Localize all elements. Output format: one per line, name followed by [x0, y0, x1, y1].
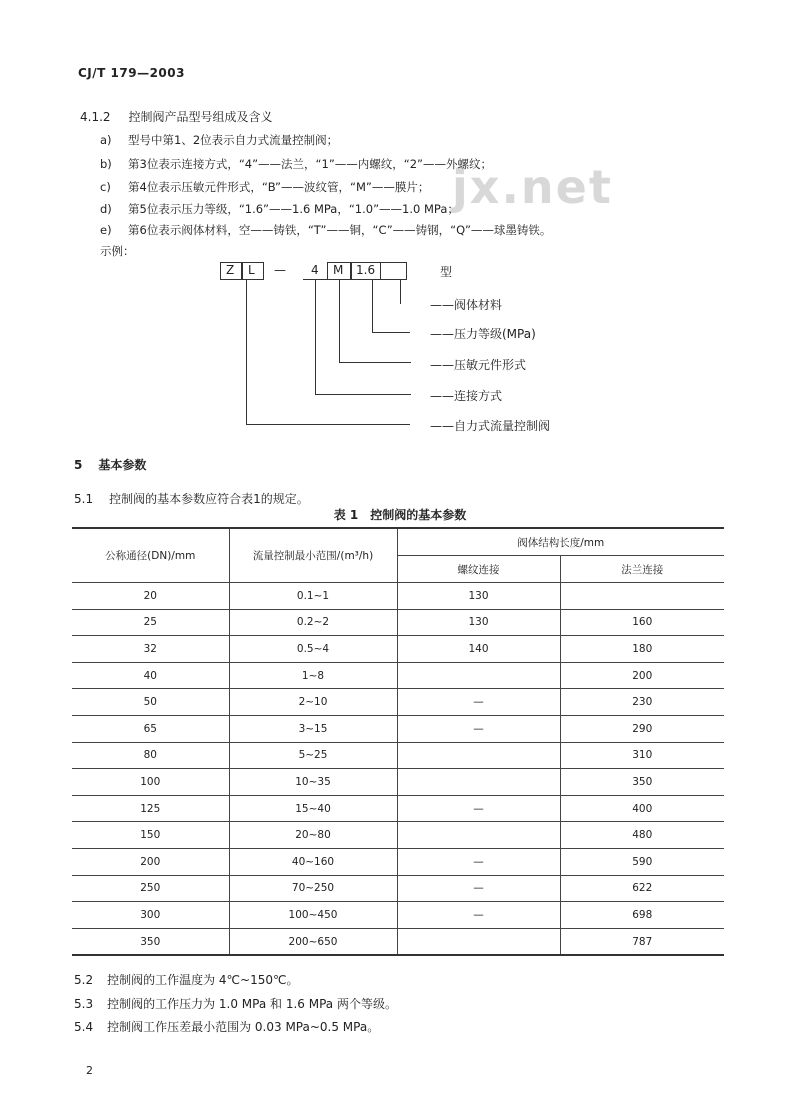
item-tag: b) [100, 157, 112, 171]
cell-thread [397, 822, 560, 849]
leader-line [372, 332, 410, 333]
cell-flow: 3~15 [229, 715, 397, 742]
table-row [72, 875, 724, 902]
cell-dn: 350 [72, 928, 229, 955]
cell-flange: 290 [560, 715, 724, 742]
code-box [381, 262, 407, 280]
table-row [72, 902, 724, 929]
table-row [72, 609, 724, 636]
cell-dn: 100 [72, 769, 229, 796]
diagram-label: ——自力式流量控制阀 [430, 419, 551, 433]
cell-dn: 65 [72, 715, 229, 742]
cell-thread [397, 742, 560, 769]
cell-thread: 130 [397, 583, 560, 610]
watermark: jx.net [452, 160, 613, 214]
header-flange: 法兰连接 [560, 556, 724, 583]
cell-flow: 0.5~4 [229, 636, 397, 663]
table-row [72, 822, 724, 849]
cell-flow: 100~450 [229, 902, 397, 929]
example-label: 示例： [100, 244, 135, 258]
paragraph-5-2 [74, 971, 298, 988]
cell-thread: — [397, 875, 560, 902]
cell-flow: 15~40 [229, 795, 397, 822]
cell-flow: 1~8 [229, 662, 397, 689]
cell-flow: 10~35 [229, 769, 397, 796]
code-char: — [274, 263, 286, 277]
cell-thread [397, 769, 560, 796]
cell-flow: 5~25 [229, 742, 397, 769]
header-flow: 流量控制最小范围/(m³/h) [229, 528, 397, 583]
cell-dn: 20 [72, 583, 229, 610]
section-number: 5 [74, 458, 83, 472]
cell-flow: 2~10 [229, 689, 397, 716]
leader-line [315, 394, 411, 395]
paragraph-number: 5.4 [74, 1020, 94, 1034]
cell-flange [560, 583, 724, 610]
paragraph-5-4 [74, 1018, 379, 1035]
table-row [72, 689, 724, 716]
item-text: 第6位表示阀体材料，空——铸铁，“T”——铜，“C”——铸钢，“Q”——球墨铸铁。 [128, 223, 552, 237]
item-tag: c) [100, 180, 111, 194]
cell-flow: 70~250 [229, 875, 397, 902]
item-text: 型号中第1、2位表示自力式流量控制阀； [128, 133, 339, 147]
cell-flange: 230 [560, 689, 724, 716]
cell-flow: 0.2~2 [229, 609, 397, 636]
list-item [100, 222, 551, 238]
diagram-label: ——压敏元件形式 [430, 358, 527, 372]
cell-thread: — [397, 689, 560, 716]
cell-dn: 200 [72, 848, 229, 875]
cell-dn: 80 [72, 742, 229, 769]
item-tag: a) [100, 133, 112, 147]
table-row [72, 848, 724, 875]
cell-flow: 0.1~1 [229, 583, 397, 610]
basic-parameters-table [72, 527, 724, 956]
item-text: 第4位表示压敏元件形式，“B”——波纹管，“M”——膜片； [128, 180, 430, 194]
leader-line [246, 424, 410, 425]
cell-flow: 40~160 [229, 848, 397, 875]
paragraph-number: 5.3 [74, 997, 94, 1011]
cell-thread [397, 662, 560, 689]
list-item [100, 132, 338, 148]
code-char: 4 [311, 263, 319, 277]
cell-dn: 25 [72, 609, 229, 636]
leader-line [339, 362, 411, 363]
section-title: 控制阀产品型号组成及含义 [128, 110, 273, 124]
cell-flange: 622 [560, 875, 724, 902]
cell-thread [397, 928, 560, 955]
table-title: 控制阀的基本参数 [370, 508, 467, 522]
cell-thread: — [397, 795, 560, 822]
code-char: 1.6 [356, 263, 376, 277]
table-row [72, 636, 724, 663]
section-5-heading [74, 456, 146, 473]
table-row [72, 662, 724, 689]
paragraph-text: 控制阀工作压差最小范围为 0.03 MPa~0.5 MPa。 [107, 1020, 380, 1034]
list-item [100, 156, 492, 172]
cell-dn: 300 [72, 902, 229, 929]
cell-flow: 200~650 [229, 928, 397, 955]
paragraph-number: 5.2 [74, 973, 94, 987]
cell-dn: 50 [72, 689, 229, 716]
type-suffix: 型 [440, 265, 453, 279]
list-item [100, 201, 459, 217]
item-text: 第5位表示压力等级，“1.6”——1.6 MPa，“1.0”——1.0 MPa； [128, 202, 459, 216]
paragraph-text: 控制阀的基本参数应符合表1的规定。 [109, 492, 309, 506]
cell-thread: 140 [397, 636, 560, 663]
table-row [72, 928, 724, 955]
cell-flange: 160 [560, 609, 724, 636]
code-char: M [333, 263, 344, 277]
cell-flange: 698 [560, 902, 724, 929]
cell-dn: 125 [72, 795, 229, 822]
header-dn: 公称通径(DN)/mm [72, 528, 229, 583]
table-number: 表 1 [333, 508, 359, 522]
cell-flange: 590 [560, 848, 724, 875]
table-row [72, 795, 724, 822]
item-tag: d) [100, 202, 112, 216]
cell-dn: 150 [72, 822, 229, 849]
list-item [100, 179, 429, 195]
cell-thread: — [397, 715, 560, 742]
paragraph-text: 控制阀的工作温度为 4℃~150℃。 [107, 973, 299, 987]
leader-line [339, 280, 340, 362]
diagram-label: ——阀体材料 [430, 298, 503, 312]
code-char: Z [226, 263, 235, 277]
item-text: 第3位表示连接方式，“4”——法兰，“1”——内螺纹，“2”——外螺纹； [128, 157, 493, 171]
header-body-length: 阀体结构长度/mm [397, 528, 724, 556]
table-row [72, 769, 724, 796]
cell-dn: 32 [72, 636, 229, 663]
table-caption [0, 506, 800, 523]
paragraph-5-3 [74, 995, 397, 1012]
cell-flange: 480 [560, 822, 724, 849]
table-row [72, 742, 724, 769]
cell-thread: — [397, 848, 560, 875]
header-thread: 螺纹连接 [397, 556, 560, 583]
cell-dn: 250 [72, 875, 229, 902]
leader-line [372, 280, 373, 332]
standard-code-header: CJ/T 179—2003 [78, 66, 185, 80]
cell-flange: 200 [560, 662, 724, 689]
diagram-label: ——压力等级(MPa) [430, 327, 536, 341]
section-4-1-2-heading [80, 108, 273, 125]
cell-flange: 350 [560, 769, 724, 796]
page-number: 2 [86, 1064, 93, 1077]
cell-thread: 130 [397, 609, 560, 636]
table-row [72, 583, 724, 610]
cell-flange: 310 [560, 742, 724, 769]
paragraph-number: 5.1 [74, 492, 94, 506]
section-number: 4.1.2 [80, 110, 111, 124]
paragraph-5-1 [74, 490, 309, 507]
cell-thread: — [397, 902, 560, 929]
leader-line [400, 280, 401, 304]
cell-dn: 40 [72, 662, 229, 689]
cell-flow: 20~80 [229, 822, 397, 849]
table-row [72, 715, 724, 742]
leader-line [315, 280, 316, 394]
diagram-label: ——连接方式 [430, 389, 503, 403]
leader-line [246, 280, 247, 424]
item-tag: e) [100, 223, 112, 237]
section-title: 基本参数 [98, 458, 147, 472]
paragraph-text: 控制阀的工作压力为 1.0 MPa 和 1.6 MPa 两个等级。 [107, 997, 397, 1011]
cell-flange: 180 [560, 636, 724, 663]
cell-flange: 400 [560, 795, 724, 822]
cell-flange: 787 [560, 928, 724, 955]
code-char: L [248, 263, 255, 277]
